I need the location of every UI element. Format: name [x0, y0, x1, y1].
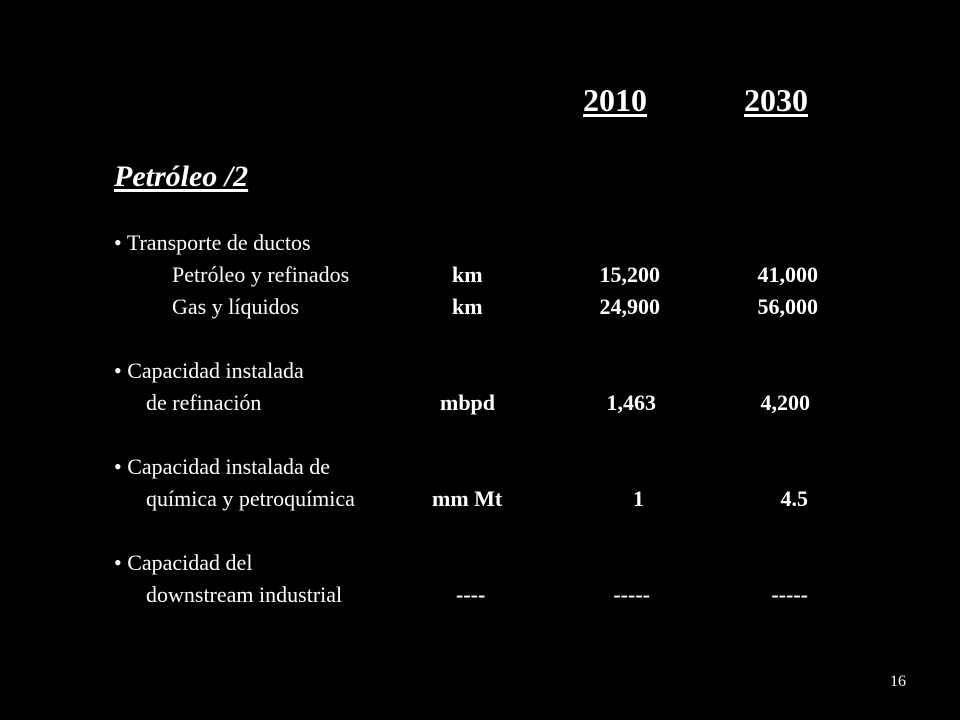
row-unit: mbpd: [440, 390, 496, 415]
row-unit: ----: [456, 582, 486, 607]
group-title-label: Capacidad instalada de: [127, 454, 331, 479]
row-value-2010: 1: [633, 486, 644, 511]
row-value-2010: 24,900: [599, 294, 660, 319]
row-unit: km: [452, 262, 483, 287]
row-label: de refinación: [146, 390, 262, 415]
row-value-2010: -----: [613, 582, 650, 607]
row-label: downstream industrial: [146, 582, 343, 607]
row-unit: km: [452, 294, 483, 319]
group-title-petroquimica: [114, 456, 330, 478]
row-value-2030: 56,000: [757, 294, 818, 319]
bullet-icon: •: [114, 230, 122, 255]
group-title-transporte: [114, 232, 311, 254]
row-label: Gas y líquidos: [172, 294, 300, 319]
group-title-label: Capacidad instalada: [127, 358, 304, 383]
section-title: Petróleo /2: [114, 160, 249, 193]
row-value-2010: 1,463: [606, 390, 656, 415]
row-value-2030: -----: [771, 582, 808, 607]
row-value-2030: 4.5: [780, 486, 808, 511]
page-number: 16: [890, 673, 906, 690]
bullet-icon: •: [114, 550, 122, 575]
row-label: química y petroquímica: [146, 486, 355, 511]
group-title-downstream: [114, 552, 252, 574]
row-value-2030: 4,200: [760, 390, 810, 415]
bullet-icon: •: [114, 454, 122, 479]
row-label: Petróleo y refinados: [172, 262, 350, 287]
group-title-refinacion: [114, 360, 304, 382]
group-title-label: Transporte de ductos: [126, 230, 311, 255]
column-header-2030: 2030: [744, 82, 808, 118]
row-value-2010: 15,200: [599, 262, 660, 287]
row-value-2030: 41,000: [757, 262, 818, 287]
bullet-icon: •: [114, 358, 122, 383]
row-unit: mm Mt: [432, 486, 503, 511]
column-header-2010: 2010: [583, 82, 647, 118]
group-title-label: Capacidad del: [127, 550, 253, 575]
